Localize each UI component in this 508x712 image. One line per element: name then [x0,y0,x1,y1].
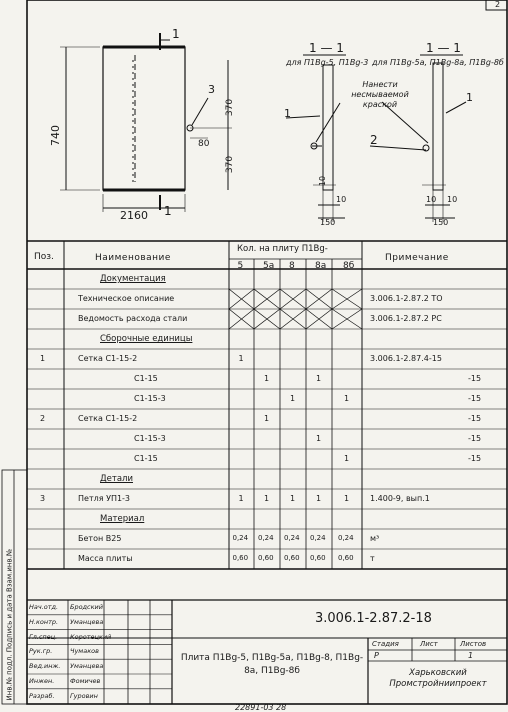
qty-col-head-4: 8б [343,261,355,271]
dim-80: 80 [198,139,210,149]
sheets-value: 1 [468,651,474,660]
product-name: Плита П1Вg-5, П1Вg-5а, П1Вg-8, П1Вg-8а, П1Вg-8б [180,653,364,676]
section-label-bottom: 1 [164,204,172,218]
section-left-title: 1 — 1 [309,41,344,55]
role-label: Рук.гр. [29,647,53,656]
section-heading: Документация [100,274,166,284]
organization: Харьковский Промстройниипроект [389,668,487,689]
row-name: Ведомость расхода стали [78,314,188,323]
dim-width: 2160 [120,209,148,222]
row-name: Сетка С1-15-2 [78,354,138,363]
role-label: Инжен. [29,677,55,685]
row-name: Техническое описание [78,294,175,303]
side-stamp: Инв.№ подл. Подпись и дата Взам.инв.№ [5,548,14,701]
callout-1-left: 1 [284,107,291,120]
row-name: Масса плиты [78,554,133,563]
role-label: Вед.инж. [29,662,61,671]
row-note: -15 [468,414,482,423]
col-header-pos: Поз. [34,252,54,262]
dim-height: 740 [49,125,62,146]
callout-2: 2 [370,133,378,147]
row-pos: 1 [40,354,46,363]
qty-cell: 0,60 [258,554,274,562]
role-label: Нач.отд. [29,603,59,611]
dim-150-left: 150 [320,218,336,227]
col-header-qty: Кол. на плиту П1Вg- [237,244,328,254]
qty-cell: 0,60 [232,554,249,562]
bottom-number: 22891-03 28 [235,703,287,712]
row-note: -15 [468,434,482,443]
role-label: Гл.спец. [29,632,58,641]
qty-cell: 0,24 [232,534,249,542]
row-name: С1-15 [134,374,158,383]
qty-col-head-2: 8 [289,261,295,271]
role-name: Чумаков [70,647,99,656]
section-heading: Сборочные единицы [100,334,193,344]
qty-cell: 0,60 [338,554,354,562]
stage-header: Стадия [372,640,399,648]
role-label: Н.контр. [29,617,59,626]
qty-cell: 1 [344,494,350,503]
section-right-caption: для П1Вg-5а, П1Вg-8а, П1Вg-8б [372,58,504,67]
qty-cell: 1 [316,434,322,443]
col-header-note: Примечание [385,253,449,263]
row-note: 3.006.1-2.87.2 ТО [370,294,443,303]
role-name: Уманцева [70,662,104,671]
qty-cell: 1 [344,454,350,463]
dim-370-bottom: 370 [225,155,236,174]
callout-3: 3 [208,83,215,96]
row-note: -15 [468,454,482,463]
row-note: 1.400-9, вып.1 [370,494,430,503]
dim-370-top: 370 [225,98,236,117]
dim-10-right-bot: 10 [447,195,458,204]
qty-cell: 1 [316,494,322,503]
qty-cell: 1 [316,374,322,383]
qty-cell: 0,60 [310,554,326,562]
qty-cell: 1 [290,394,296,403]
role-name: Гуровин [70,691,98,700]
callout-1-right: 1 [466,91,473,104]
qty-cell: 1 [264,374,270,383]
role-name: Фомичев [70,677,101,685]
qty-col-head-0: 5 [237,261,244,271]
row-name: Петля УП1-3 [78,494,131,503]
role-name: Уманцева [70,617,104,626]
section-label-top: 1 [172,27,180,41]
paint-note: Нанести несмываемой краской [351,80,409,109]
qty-cell: 1 [290,494,296,503]
section-left-caption: для П1Вg-5, П1Вg-3 [286,58,369,67]
row-pos: 2 [40,414,46,423]
qty-cell: 0,24 [284,534,300,542]
sheet-header: Лист [420,640,438,648]
qty-cell: 1 [238,354,244,363]
role-name: Коротецкий [70,632,112,641]
row-pos: 3 [40,494,46,503]
qty-cell: 1 [344,394,350,403]
row-note: 3.006.1-2.87.2 РС [370,314,442,323]
dim-150-right: 150 [433,218,449,227]
dim-10-right-top: 10 [426,195,437,204]
page-corner: 2 [495,0,501,9]
row-note: -15 [468,374,482,383]
section-right-title: 1 — 1 [426,41,461,55]
qty-cell: 1 [264,494,270,503]
stage-value: Р [374,651,379,660]
qty-cell: 0,24 [338,534,354,542]
qty-cell: 0,60 [284,554,300,562]
row-name: Сетка С1-15-2 [78,414,138,423]
dim-10-left-bot: 10 [318,175,328,187]
drawing-code: 3.006.1-2.87.2-18 [315,611,432,626]
row-name: С1-15 [134,454,158,463]
row-name: С1-15-3 [134,434,166,443]
row-name: Бетон В25 [78,534,122,543]
qty-cell: 0,24 [258,534,274,542]
role-label: Разраб. [29,691,55,700]
row-note: т [370,554,375,563]
qty-cell: 0,24 [310,534,326,542]
row-name: С1-15-3 [134,394,166,403]
qty-cell: 1 [238,494,244,503]
qty-col-head-3: 8а [315,261,327,271]
section-heading: Детали [100,474,133,484]
row-note: м³ [370,534,380,543]
qty-cell: 1 [264,414,270,423]
row-note: -15 [468,394,482,403]
role-name: Бродский [70,603,104,611]
section-heading: Материал [100,514,145,524]
col-header-name: Наименование [95,253,171,263]
dim-10-left-top: 10 [336,195,347,204]
sheets-header: Листов [460,640,487,648]
qty-col-head-1: 5а [263,261,275,271]
row-note: 3.006.1-2.87.4-15 [370,354,442,363]
